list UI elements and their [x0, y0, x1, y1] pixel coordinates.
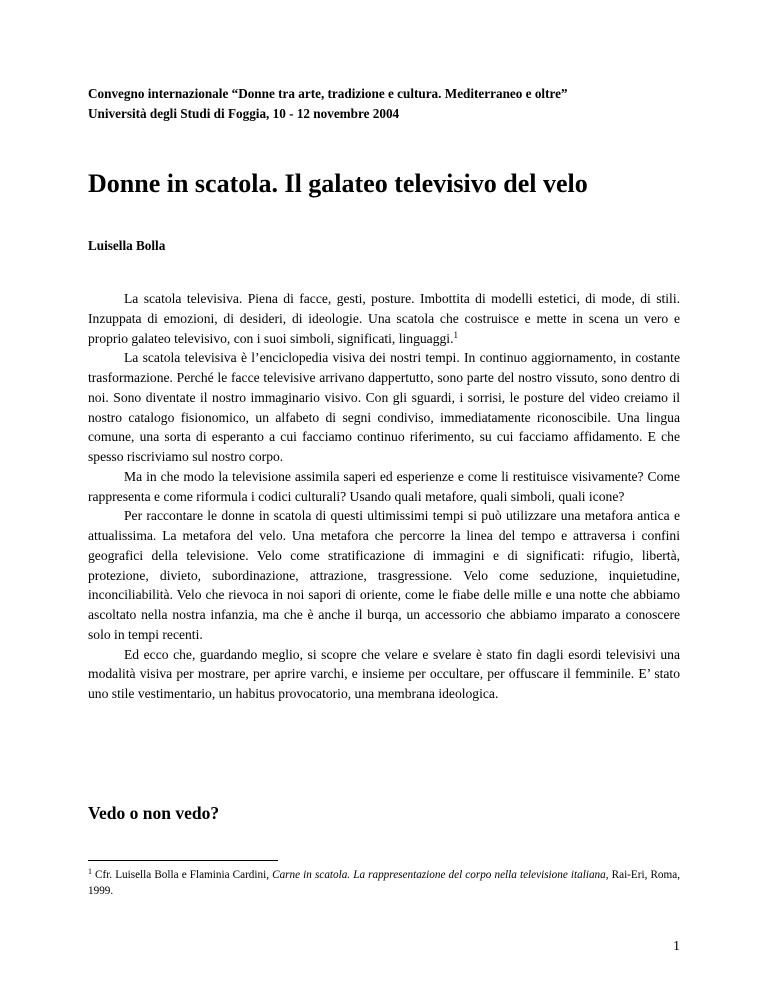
paragraph	[88, 289, 680, 348]
paragraph: Ma in che modo la televisione assimila saperi ed esperienze e come li restituisce visivamente? Come rappresenta e come riformula i codici culturali? Usando quali metafore, quali simboli, quali icone?	[88, 468, 680, 504]
footnote	[88, 867, 680, 899]
conference-title: Convegno internazionale “Donne tra arte, tradizione e cultura. Mediterraneo e oltre”	[88, 86, 568, 101]
paragraph: La scatola televisiva è l’enciclopedia visiva dei nostri tempi. In continuo aggiornamento, in costante trasformazione. Perché le facce televisive arrivano dappertutto, sono parte del nostro vissuto, sono dentro di noi. Sono diventate il nostro immaginario visivo. Con gli sguardi, i sorrisi, le posture del video creiamo il nostro catalogo fisionomico, un alfabeto di segni condiviso, immediatamente riconoscibile. Una lingua comune, una sorta di esperanto a cui facciamo continuo riferimento, su cui facciamo affidamento. E che spesso riscriviamo sul nostro corpo.	[88, 350, 680, 464]
footnote-text-after: , Rai-Eri, Roma, 1999.	[88, 869, 680, 897]
footnote-reference: 1	[453, 329, 458, 340]
section-heading: Vedo o non vedo?	[88, 803, 220, 823]
footnote-divider	[88, 860, 278, 861]
paragraph: Per raccontare le donne in scatola di questi ultimissimi tempi si può utilizzare una metafora antica e attualissima. La metafora del velo. Una metafora che percorre la linea del tempo e attraversa i confini geografici della televisione. Velo come stratificazione di immagini e di significati: rifugio, libertà, protezione, divieto, subordinazione, attrazione, trasgressione. Velo come seduzione, inquietudine, inconciliabilità. Velo che rievoca in noi sapori di oriente, come le fiabe delle mille e una notte che abbiamo ascoltato nella nostra infanzia, ma che è anche il burqa, un accessorio che abbiamo imparato a conoscere solo in tempi recenti.	[88, 508, 680, 642]
page-number: 1	[673, 939, 680, 954]
paragraph-text: La scatola televisiva. Piena di facce, gesti, posture. Imbottita di modelli estetici, di mode, di stili. Inzuppata di emozioni, di desideri, di ideologie. Una scatola che costruisce e mette in scena un vero e proprio galateo televisivo, con i suoi simboli, significati, linguaggi.	[88, 291, 680, 346]
conference-venue: Università degli Studi di Foggia, 10 - 12 novembre 2004	[88, 106, 400, 121]
footnote-book-title: Carne in scatola. La rappresentazione del corpo nella televisione italiana	[272, 869, 606, 881]
footnote-text-before: Cfr. Luisella Bolla e Flaminia Cardini,	[95, 869, 273, 881]
author-name: Luisella Bolla	[88, 238, 166, 253]
conference-header	[88, 84, 688, 124]
paragraph: Ed ecco che, guardando meglio, si scopre che velare e svelare è stato fin dagli esordi televisivi una modalità visiva per mostrare, per aprire varchi, e insieme per occultare, per offuscare il femminile. E’ stato uno stile vestimentario, un habitus provocatorio, una membrana ideologica.	[88, 646, 680, 701]
body-text	[88, 289, 680, 704]
paper-title: Donne in scatola. Il galateo televisivo del velo	[88, 169, 588, 198]
footnote-number: 1	[88, 867, 92, 876]
